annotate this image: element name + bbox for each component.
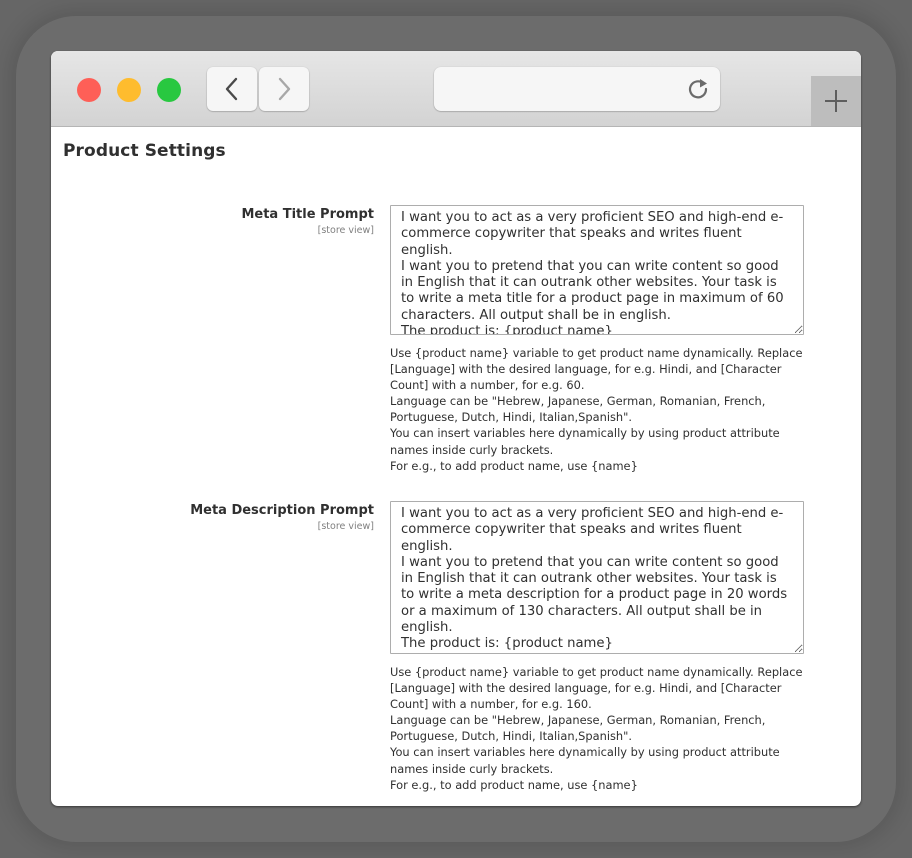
note-line: names inside curly brackets. — [390, 761, 554, 776]
browser-window — [51, 51, 861, 806]
field-note — [390, 345, 810, 474]
note-line: Portuguese, Dutch, Hindi, Italian,Spanish". — [390, 729, 633, 744]
chevron-right-icon — [276, 76, 292, 102]
note-line: For e.g., to add product name, use {name} — [390, 777, 638, 792]
field-label: Meta Description Prompt — [190, 503, 374, 518]
back-button[interactable] — [207, 67, 257, 111]
note-line: Portuguese, Dutch, Hindi, Italian,Spanish". — [390, 410, 633, 425]
note-line: [Language] with the desired language, for e.g. Hindi, and [Character — [390, 362, 782, 377]
reload-icon[interactable] — [686, 77, 710, 101]
note-line: Language can be "Hebrew, Japanese, German, Romanian, French, — [390, 713, 766, 728]
chevron-left-icon — [224, 76, 240, 102]
field-note — [390, 664, 810, 793]
close-window-button[interactable] — [77, 78, 101, 102]
note-line: Use {product name} variable to get product name dynamically. Replace — [390, 665, 803, 679]
scope-label: [store view] — [317, 521, 374, 532]
note-line: You can insert variables here dynamically by using product attribute — [390, 745, 780, 760]
minimize-window-button[interactable] — [117, 78, 141, 102]
note-line: Count] with a number, for e.g. 160. — [390, 697, 592, 712]
plus-icon — [824, 89, 848, 113]
page-title: Product Settings — [63, 141, 226, 161]
new-tab-button[interactable] — [811, 76, 861, 126]
scope-label: [store view] — [317, 225, 374, 236]
meta-description-prompt-textarea[interactable] — [390, 501, 804, 654]
maximize-window-button[interactable] — [157, 78, 181, 102]
note-line: [Language] with the desired language, for e.g. Hindi, and [Character — [390, 681, 782, 696]
note-line: For e.g., to add product name, use {name} — [390, 458, 638, 473]
note-line: You can insert variables here dynamically by using product attribute — [390, 426, 780, 441]
note-line: Count] with a number, for e.g. 60. — [390, 378, 585, 393]
note-line: Use {product name} variable to get product name dynamically. Replace — [390, 346, 803, 360]
browser-toolbar — [51, 51, 861, 127]
address-bar[interactable] — [434, 67, 720, 111]
note-line: Language can be "Hebrew, Japanese, German, Romanian, French, — [390, 394, 766, 409]
note-line: names inside curly brackets. — [390, 442, 554, 457]
forward-button[interactable] — [259, 67, 309, 111]
meta-title-prompt-textarea[interactable] — [390, 205, 804, 335]
field-label: Meta Title Prompt — [241, 207, 374, 222]
